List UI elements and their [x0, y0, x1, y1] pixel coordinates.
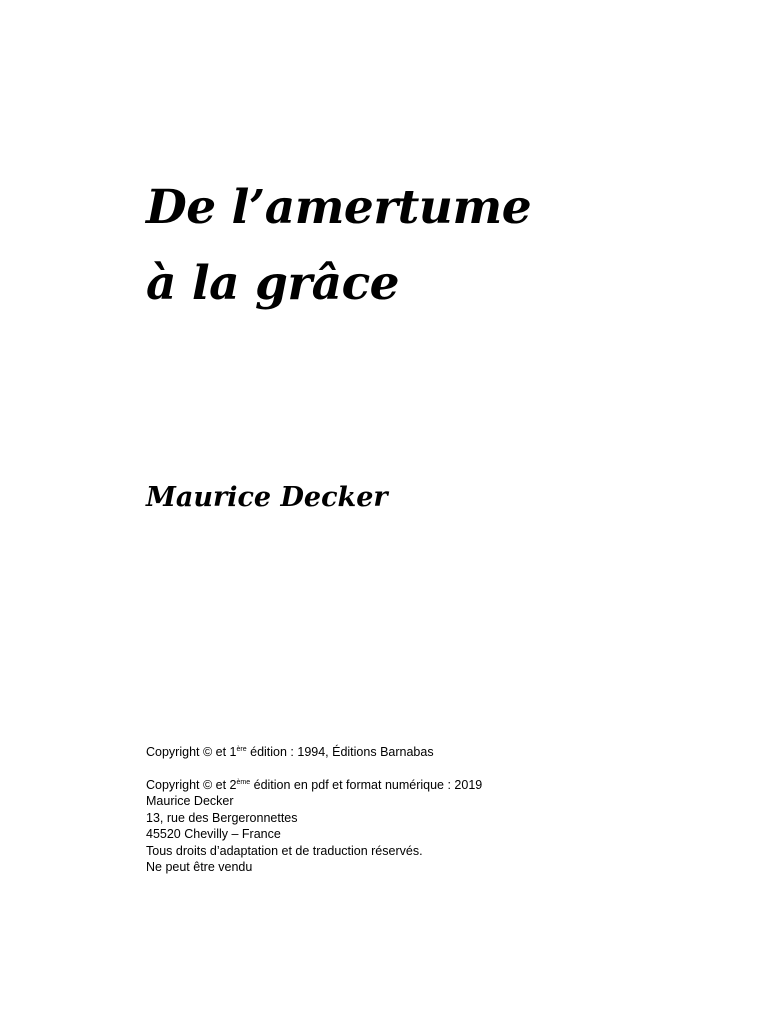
author-name: Maurice Decker	[146, 482, 388, 513]
book-title	[146, 170, 531, 322]
copyright-block	[146, 744, 626, 876]
second-edition-prefix: Copyright © et 2	[146, 777, 237, 792]
second-edition-ordinal: ème	[236, 778, 251, 786]
second-edition-suffix: édition en pdf et format numérique : 2019	[250, 777, 483, 792]
book-title-line-1: De l’amertume	[146, 180, 532, 235]
second-edition-line	[146, 777, 626, 794]
first-edition-prefix: Copyright © et 1	[146, 745, 237, 759]
book-title-line-2: à la grâce	[146, 256, 400, 311]
first-edition-ordinal: ère	[236, 746, 247, 753]
publisher-name-line: Maurice Decker	[146, 794, 234, 808]
not-for-sale-line: Ne peut être vendu	[146, 860, 253, 874]
first-edition-line	[146, 744, 626, 761]
city-line: 45520 Chevilly – France	[146, 827, 281, 841]
first-edition-suffix: édition : 1994, Éditions Barnabas	[246, 745, 434, 759]
rights-line: Tous droits d’adaptation et de traduction réservés.	[146, 843, 423, 858]
spacer	[146, 761, 626, 777]
street-address-line: 13, rue des Bergeronnettes	[146, 810, 298, 825]
